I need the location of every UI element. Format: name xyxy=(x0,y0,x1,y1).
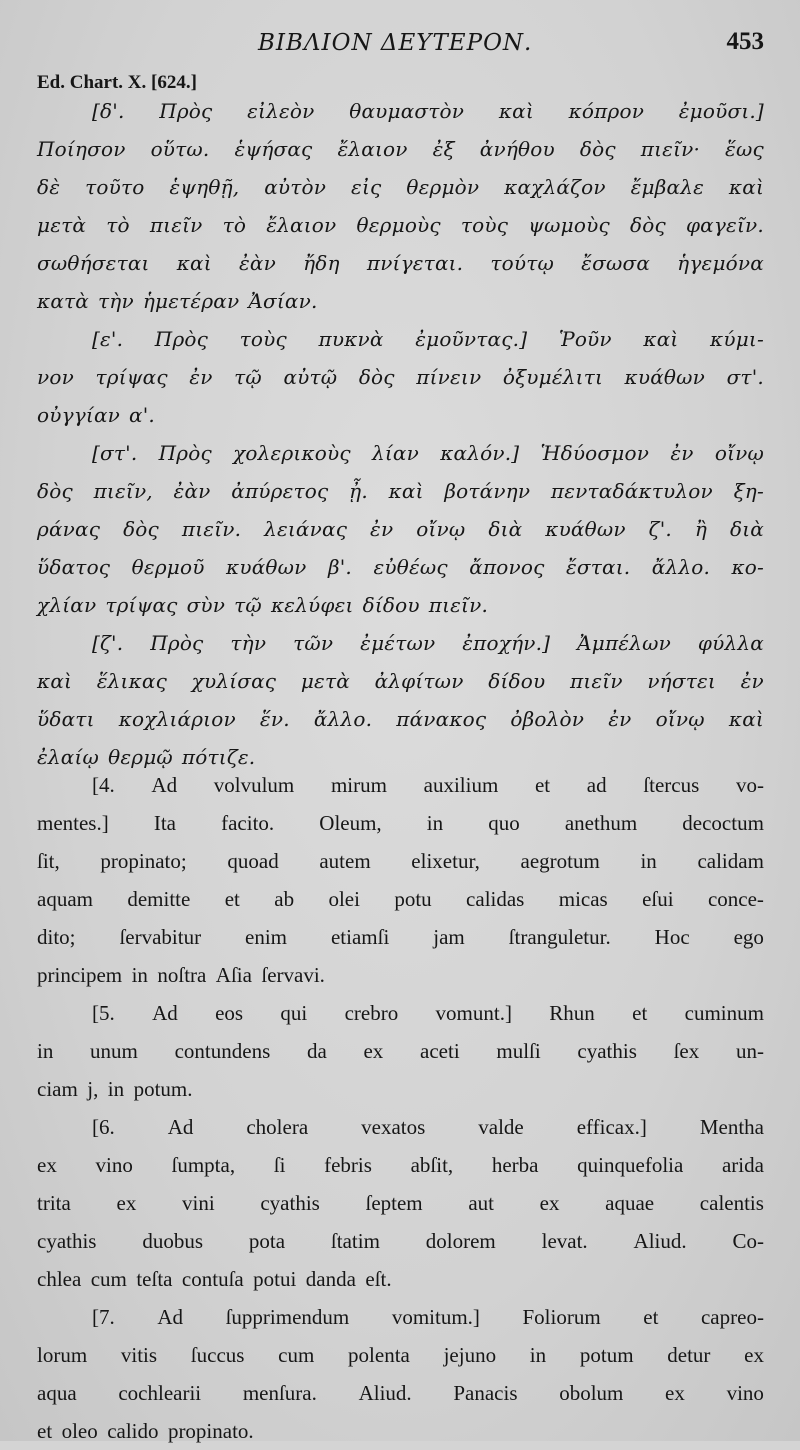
text-line: [6. Ad cholera vexatos valde efficax.] Mentha xyxy=(92,1115,764,1139)
greek-paragraph-delta xyxy=(37,92,764,320)
text-line: ſit, propinato; quoad autem elixetur, aegrotum in calidam xyxy=(37,849,764,873)
text-line: ράνας δὸς πιεῖν. λειάνας ἐν οἴνῳ διὰ κυάθων ζ'. ἢ διὰ xyxy=(37,517,764,541)
text-line: ciam j, in potum. xyxy=(37,1077,193,1101)
text-line: mentes.] Ita facito. Oleum, in quo anethum decoctum xyxy=(37,811,764,835)
running-title: ΒΙΒΛΙΟΝ ΔΕΥΤΕΡΟΝ. xyxy=(258,30,533,56)
text-line: οὐγγίαν α'. xyxy=(37,403,155,427)
greek-paragraph-stigma xyxy=(37,434,764,624)
text-line: et oleo calido propinato. xyxy=(37,1419,254,1443)
text-line: ex vino ſumpta, ſi febris abſit, herba quinquefolia arida xyxy=(37,1153,764,1177)
text-line: χλίαν τρίψας σὺν τῷ κελύφει δίδου πιεῖν. xyxy=(37,593,489,617)
latin-paragraph-p5 xyxy=(37,994,764,1108)
latin-paragraph-p6 xyxy=(37,1108,764,1298)
latin-paragraph-p7 xyxy=(37,1298,764,1450)
text-line: [ζ'. Πρὸς τὴν τῶν ἐμέτων ἐποχήν.] Ἀμπέλων φύλλα xyxy=(92,631,764,655)
text-line: ἐλαίῳ θερμῷ πότιζε. xyxy=(37,745,256,769)
latin-text-block xyxy=(37,766,764,1450)
text-line: in unum contundens da ex aceti mulſi cyathis ſex un- xyxy=(37,1039,764,1063)
text-line: aqua cochlearii menſura. Aliud. Panacis obolum ex vino xyxy=(37,1381,764,1405)
text-line: μετὰ τὸ πιεῖν τὸ ἔλαιον θερμοὺς τοὺς ψωμοὺς δὸς φαγεῖν. xyxy=(37,213,764,237)
latin-paragraph-p4 xyxy=(37,766,764,994)
text-line: νον τρίψας ἐν τῷ αὐτῷ δὸς πίνειν ὀξυμέλιτι κυάθων στ'. xyxy=(37,365,764,389)
text-line: καὶ ἕλικας χυλίσας μετὰ ἀλφίτων δίδου πιεῖν νήστει ἐν xyxy=(37,669,764,693)
text-line: [στ'. Πρὸς χολερικοὺς λίαν καλόν.] Ἡδύοσμον ἐν οἴνῳ xyxy=(92,441,764,465)
text-line: [δ'. Πρὸς εἰλεὸν θαυμαστὸν καὶ κόπρον ἐμοῦσι.] xyxy=(92,99,764,123)
text-line: principem in noſtra Aſia ſervavi. xyxy=(37,963,325,987)
text-line: δὲ τοῦτο ἑψηθῇ, αὐτὸν εἰς θερμὸν καχλάζον ἔμβαλε καὶ xyxy=(37,175,764,199)
text-line: δὸς πιεῖν, ἐὰν ἀπύρετος ᾖ. καὶ βοτάνην πενταδάκτυλον ξη- xyxy=(37,479,764,503)
text-line: ὕδατι κοχλιάριον ἕν. ἄλλο. πάνακος ὀβολὸν ἐν οἴνῳ καὶ xyxy=(37,707,764,731)
text-line: κατὰ τὴν ἡμετέραν Ἀσίαν. xyxy=(37,289,318,313)
text-line: [ε'. Πρὸς τοὺς πυκνὰ ἐμοῦντας.] Ῥοῦν καὶ κύμι- xyxy=(92,327,764,351)
text-line: [4. Ad volvulum mirum auxilium et ad ſtercus vo- xyxy=(92,773,764,797)
text-line: σωθήσεται καὶ ἐὰν ἤδη πνίγεται. τούτῳ ἔσωσα ἡγεμόνα xyxy=(37,251,764,275)
text-line: [7. Ad ſupprimendum vomitum.] Foliorum et capreo- xyxy=(92,1305,764,1329)
text-line: trita ex vini cyathis ſeptem aut ex aquae calentis xyxy=(37,1191,764,1215)
text-line: chlea cum teſta contuſa potui danda eſt. xyxy=(37,1267,392,1291)
greek-paragraph-epsilon xyxy=(37,320,764,434)
page-header xyxy=(0,30,800,64)
greek-text-block xyxy=(37,92,764,776)
text-line: aquam demitte et ab olei potu calidas micas eſui conce- xyxy=(37,887,764,911)
text-line: dito; ſervabitur enim etiamſi jam ſtranguletur. Hoc ego xyxy=(37,925,764,949)
text-line: lorum vitis ſuccus cum polenta jejuno in potum detur ex xyxy=(37,1343,764,1367)
text-line: Ποίησον οὕτω. ἑψήσας ἔλαιον ἐξ ἀνήθου δὸς πιεῖν· ἕως xyxy=(37,137,764,161)
text-line: cyathis duobus pota ſtatim dolorem levat. Aliud. Co- xyxy=(37,1229,764,1253)
text-line: [5. Ad eos qui crebro vomunt.] Rhun et cuminum xyxy=(92,1001,764,1025)
edition-reference: Ed. Chart. X. [624.] xyxy=(37,72,197,93)
text-line: ὕδατος θερμοῦ κυάθων β'. εὐθέως ἄπονος ἔσται. ἄλλο. κο- xyxy=(37,555,764,579)
greek-paragraph-zeta xyxy=(37,624,764,776)
page-number: 453 xyxy=(726,28,764,55)
